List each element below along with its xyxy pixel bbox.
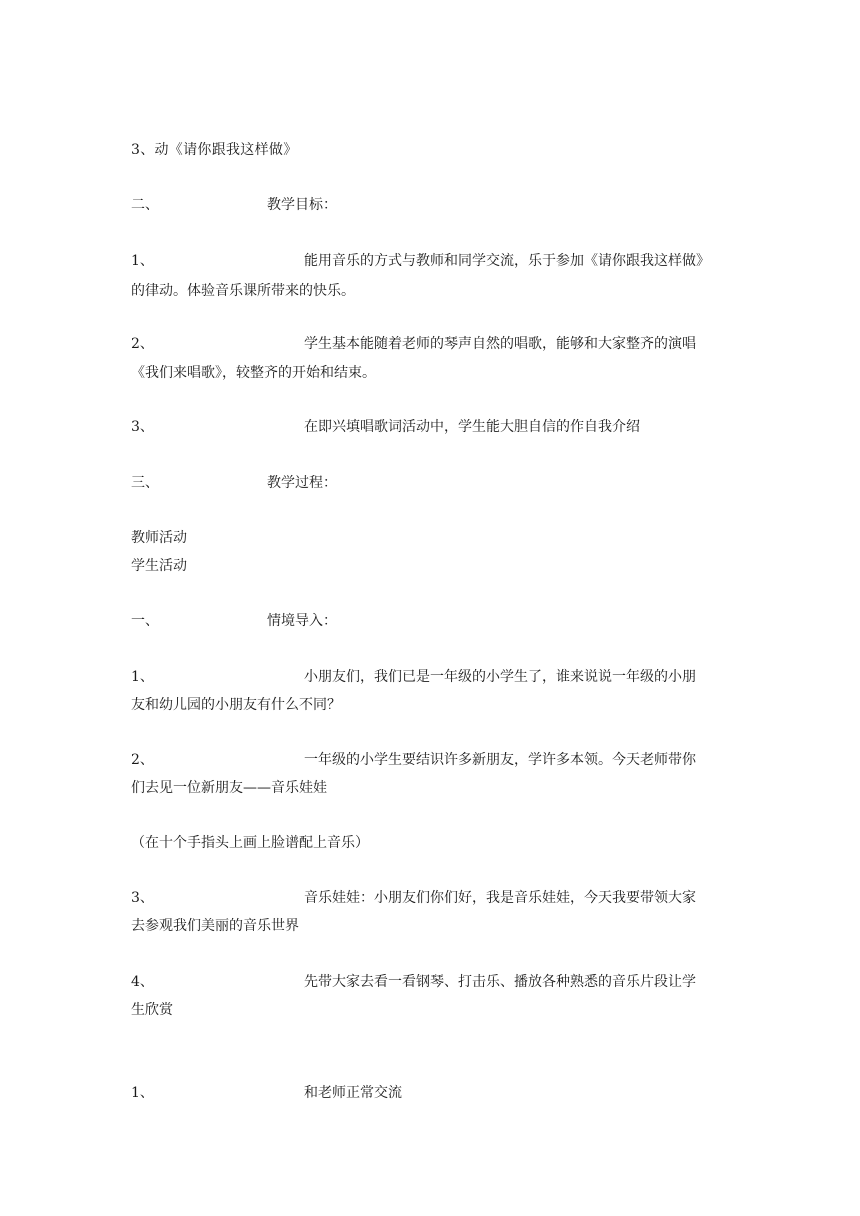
teacher-activity-heading: 教师活动 (131, 530, 187, 546)
step-text-continued: 生欣赏 (131, 1002, 173, 1018)
objective-text: 能用音乐的方式与教师和同学交流，乐于参加《请你跟我这样做》 (304, 253, 710, 269)
section-title: 教学过程： (267, 475, 337, 491)
objective-text-continued: 的律动。体验音乐课所带来的快乐。 (131, 283, 355, 299)
step-text: 先带大家去看一看钢琴、打击乐、播放各种熟悉的音乐片段让学 (304, 974, 696, 990)
section-number: 二、 (131, 197, 159, 213)
objective-text: 学生基本能随着老师的琴声自然的唱歌，能够和大家整齐的演唱 (304, 336, 696, 352)
step-text: 音乐娃娃：小朋友们你们好，我是音乐娃娃，今天我要带领大家 (304, 890, 696, 906)
step-text: 一年级的小学生要结识许多新朋友，学许多本领。今天老师带你 (304, 752, 696, 768)
step-number: 2、 (131, 752, 154, 768)
step-text-continued: 去参观我们美丽的音乐世界 (131, 918, 299, 934)
objective-number: 3、 (131, 419, 154, 435)
objective-number: 2、 (131, 336, 154, 352)
section-number: 一、 (131, 613, 159, 629)
step-number: 1、 (131, 669, 154, 685)
step-text-continued: 们去见一位新朋友——音乐娃娃 (131, 780, 327, 796)
step-number: 4、 (131, 974, 154, 990)
activity-line: 3、动《请你跟我这样做》 (131, 142, 298, 158)
step-note: （在十个手指头上画上脸谱配上音乐） (131, 835, 369, 851)
objective-text-continued: 《我们来唱歌》，较整齐的开始和结束。 (131, 365, 376, 381)
student-step-number: 1、 (131, 1085, 154, 1101)
objective-text: 在即兴填唱歌词活动中，学生能大胆自信的作自我介绍 (304, 419, 640, 435)
student-step-text: 和老师正常交流 (304, 1085, 402, 1101)
section-number: 三、 (131, 475, 159, 491)
step-text-continued: 友和幼儿园的小朋友有什么不同？ (131, 697, 341, 713)
objective-number: 1、 (131, 253, 154, 269)
step-number: 3、 (131, 890, 154, 906)
section-title: 教学目标： (267, 197, 337, 213)
section-title: 情境导入： (267, 613, 337, 629)
student-activity-heading: 学生活动 (131, 558, 187, 574)
step-text: 小朋友们，我们已是一年级的小学生了，谁来说说一年级的小朋 (304, 669, 696, 685)
